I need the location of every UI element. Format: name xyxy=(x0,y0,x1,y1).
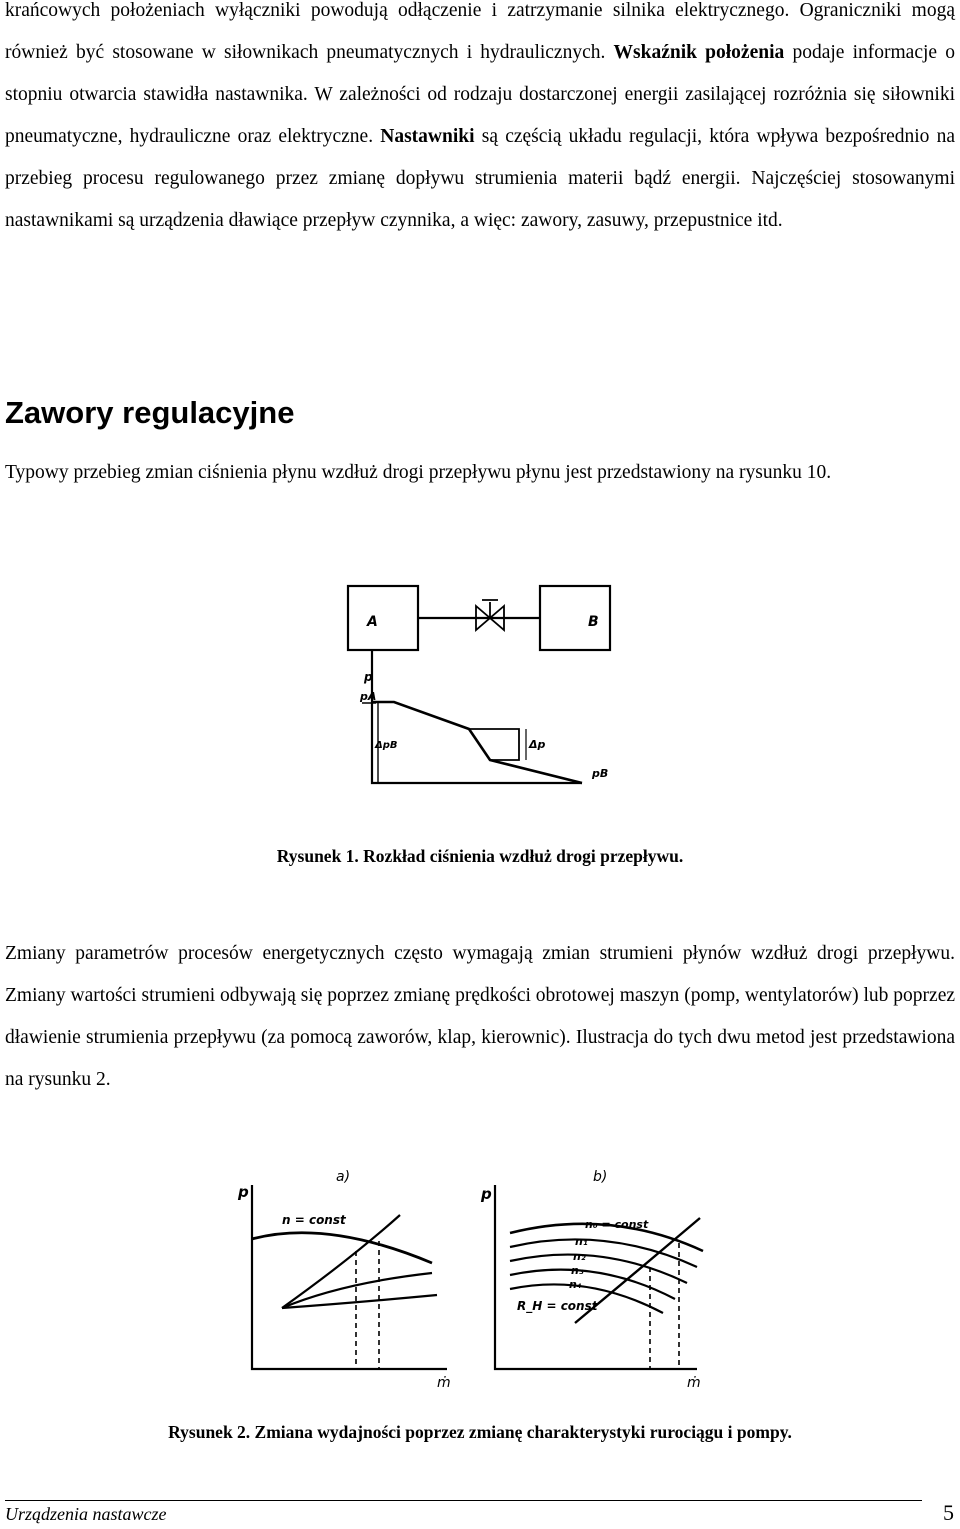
figure-2b-speed-change-diagram xyxy=(475,1163,710,1388)
label-a: A xyxy=(367,614,378,630)
footer-rule xyxy=(5,1500,922,1501)
footer-title: Urządzenia nastawcze xyxy=(5,1504,167,1524)
x-axis-label-b: ṁ xyxy=(687,1375,701,1388)
section-heading: Zawory regulacyjne xyxy=(5,395,295,430)
bold-term-nastawniki: Nastawniki xyxy=(380,126,475,147)
curve-label-b1: n₁ xyxy=(575,1235,588,1248)
figure-1-caption: Rysunek 1. Rozkład ciśnienia wzdłuż drogi przepływu. xyxy=(276,846,684,866)
panel-a-title: a) xyxy=(336,1169,351,1185)
figure-2a-throttling-diagram xyxy=(232,1163,454,1388)
pressure-curve xyxy=(372,702,582,783)
y-axis-label-b: p xyxy=(481,1185,492,1203)
pump-curve-a xyxy=(252,1233,432,1263)
pump-curve-b2 xyxy=(510,1255,687,1283)
pipe-curve-a3 xyxy=(282,1295,437,1308)
curve-label-b3: n₃ xyxy=(571,1264,584,1277)
y-axis-label-a: p xyxy=(238,1183,249,1201)
curve-label-b4: n₄ xyxy=(569,1278,582,1291)
line-label-b: R_H = const xyxy=(517,1299,598,1313)
tank-b xyxy=(540,586,610,650)
x-axis-label-a: ṁ xyxy=(437,1375,451,1388)
figure-1-pressure-diagram xyxy=(330,578,630,810)
label-pb: pB xyxy=(592,767,609,780)
bold-term-wskaznik: Wskaźnik położenia xyxy=(613,42,785,63)
label-dp: Δp xyxy=(529,738,546,751)
delta-p-box xyxy=(469,729,519,760)
paragraph-text: podaje informacje o stopniu otwarcia stawidła nastawnika. W zależności od rodzaju dostarczonej energii zasilającej rozróżnia się siłowniki pneumatyczne, hydrauliczne oraz elektryczne. xyxy=(5,42,955,147)
paragraph-text: są częścią układu regulacji, która wpływa bezpośrednio na przebieg procesu regulowanego przez zmianę dopływu strumienia materii bądź energii. Najczęściej stosowanymi nastawnikami są urządzenia dławiące przepływ czynnika, a więc: zawory, zasuwy, przepustnice itd. xyxy=(5,126,955,231)
pipe-curve-a1 xyxy=(282,1215,400,1308)
label-p: p xyxy=(364,670,373,684)
label-dp-left: ΔpB xyxy=(375,740,398,751)
valve-stem xyxy=(482,600,498,618)
curve-label-b0: n₀ = const xyxy=(585,1218,649,1231)
axes-b xyxy=(495,1185,697,1369)
page-number: 5 xyxy=(943,1500,954,1525)
label-b: B xyxy=(588,614,599,630)
paragraph-fig2-intro: Zmiany parametrów procesów energetycznych często wymagają zmian strumieni płynów wzdłuż drogi przepływu. Zmiany wartości strumieni odbywają się poprzez zmianę prędkości obrotowej maszyn (pomp, wentylatorów) lub poprzez dławienie strumienia przepływu (za pomocą zaworów, klap, kierownic). Ilustracja do tych dwu metod jest przedstawiona na rysunku 2. xyxy=(5,943,955,1090)
diagram-axes xyxy=(372,650,582,783)
paragraph-text: krańcowych położeniach wyłączniki powodują odłączenie i zatrzymanie silnika elektrycznego. Ograniczniki mogą również być stosowane w siłownikach pneumatycznych i hydraulicznych. xyxy=(5,0,955,63)
tank-a xyxy=(348,586,418,650)
curve-label-a: n = const xyxy=(282,1213,346,1227)
figure-2-caption: Rysunek 2. Zmiana wydajności poprzez zmianę charakterystyki rurociągu i pompy. xyxy=(168,1422,792,1442)
label-pa: pA xyxy=(360,690,377,703)
panel-b-title: b) xyxy=(593,1169,608,1185)
intro-paragraph xyxy=(5,0,955,242)
curve-label-b2: n₂ xyxy=(573,1250,586,1263)
paragraph-fig1-intro: Typowy przebieg zmian ciśnienia płynu wzdłuż drogi przepływu płynu jest przedstawiony na rysunku 10. xyxy=(5,462,832,483)
